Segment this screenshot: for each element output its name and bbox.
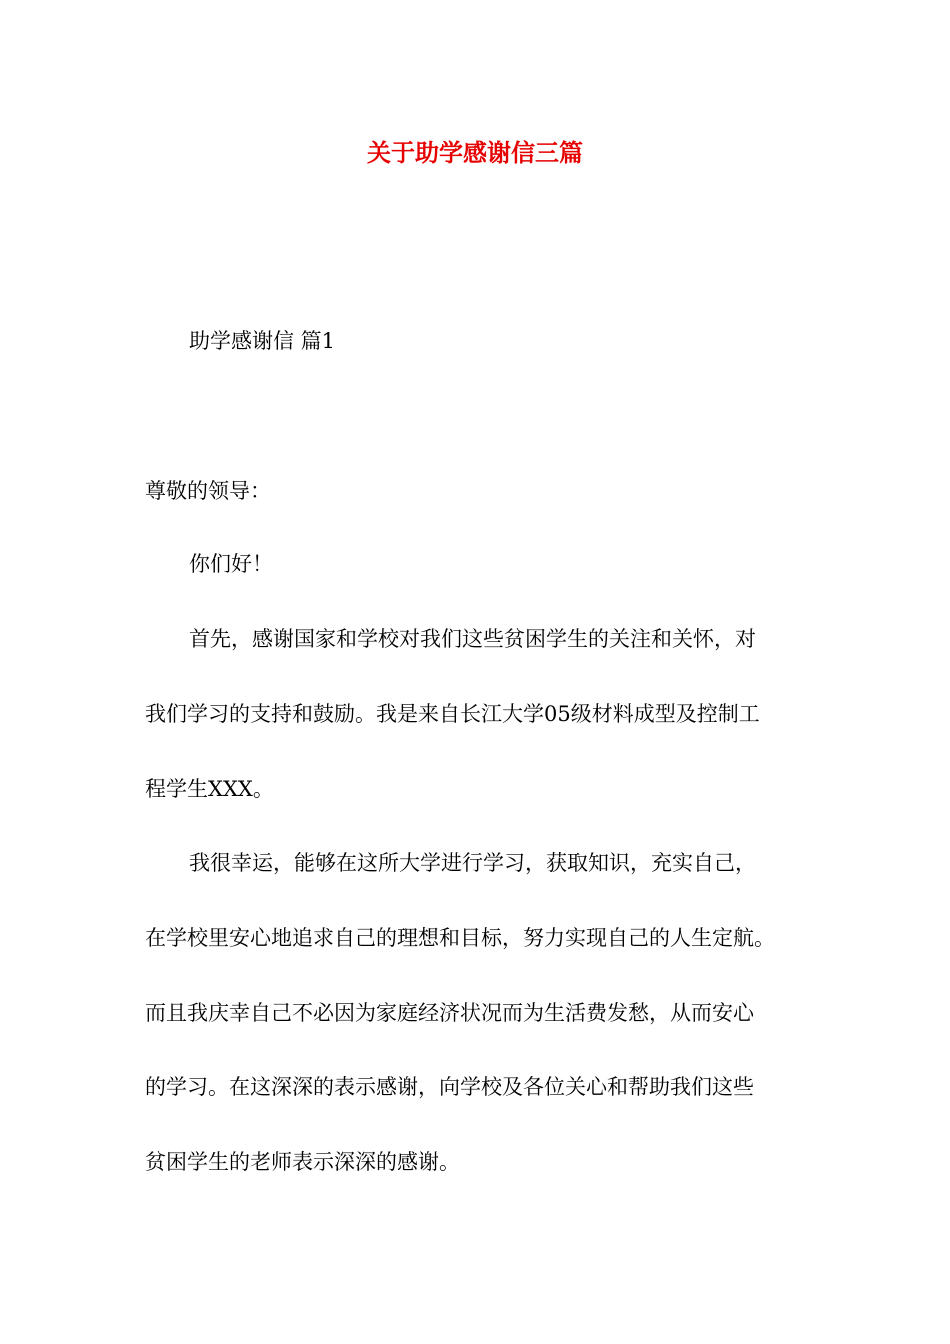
salutation: 尊敬的领导： <box>145 479 271 503</box>
paragraph-line: 而且我庆幸自己不必因为家庭经济状况而为生活费发愁，从而安心 <box>145 1001 754 1025</box>
document-title: 关于助学感谢信三篇 <box>367 138 583 167</box>
greeting: 你们好！ <box>189 552 273 576</box>
paragraph-line: 我们学习的支持和鼓励。我是来自长江大学05级材料成型及控制工 <box>145 702 760 726</box>
paragraph-line: 在学校里安心地追求自己的理想和目标，努力实现自己的人生定航。 <box>145 926 775 950</box>
section-heading: 助学感谢信 篇1 <box>189 329 336 353</box>
paragraph-line: 首先，感谢国家和学校对我们这些贫困学生的关注和关怀，对 <box>189 627 756 651</box>
paragraph-line: 我很幸运，能够在这所大学进行学习，获取知识，充实自己， <box>189 851 756 875</box>
paragraph-line: 贫困学生的老师表示深深的感谢。 <box>145 1150 460 1174</box>
paragraph-line: 程学生XXX。 <box>145 777 274 801</box>
paragraph-line: 的学习。在这深深的表示感谢，向学校及各位关心和帮助我们这些 <box>145 1075 754 1099</box>
